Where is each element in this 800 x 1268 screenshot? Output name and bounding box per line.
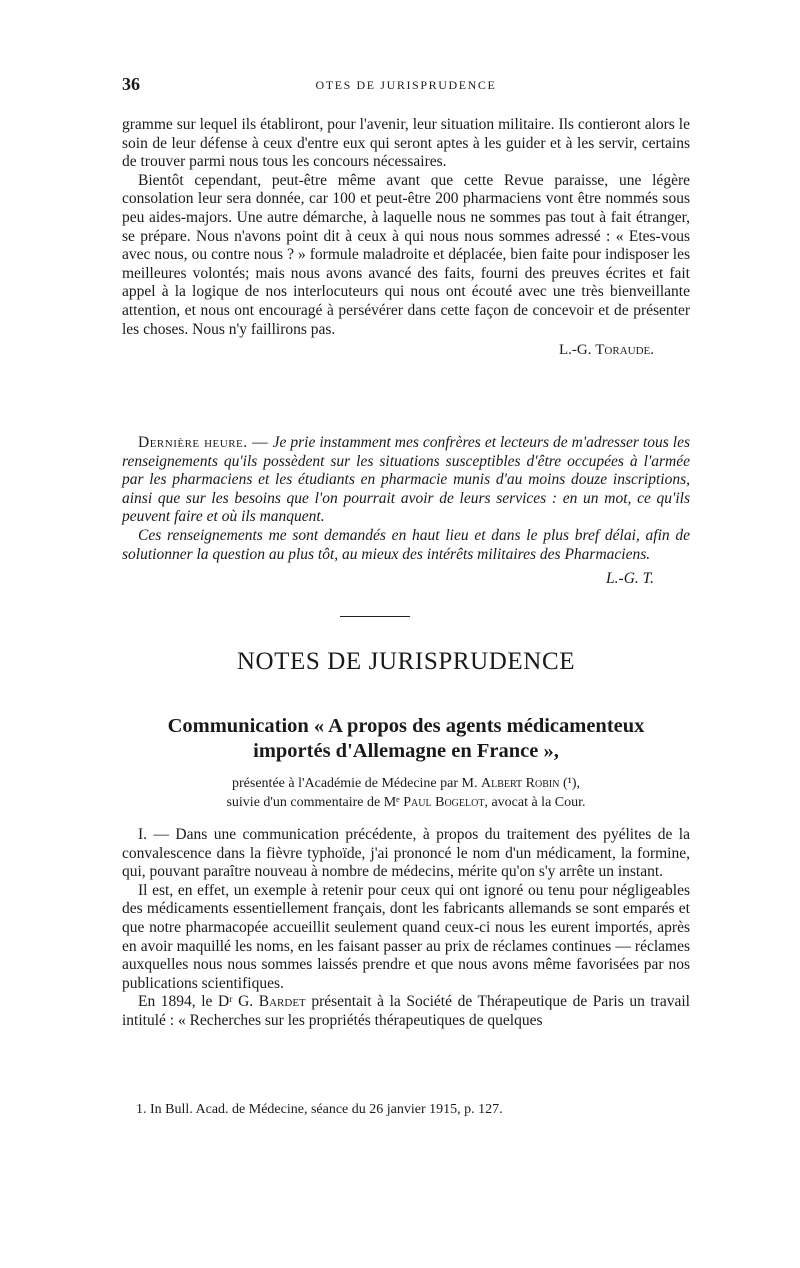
- last-hour-signature: L.-G. T.: [606, 570, 654, 588]
- last-hour-paragraph-2: Ces renseignements me sont demandés en haut lieu et dans le plus bref délai, afin de solutionner la question au plus tôt, au mieux des intérêts militaires des Pharmaciens.: [122, 526, 690, 563]
- running-title: OTES DE JURISPRUDENCE: [315, 78, 497, 92]
- article-title: [122, 714, 690, 764]
- last-hour-note: [122, 434, 690, 589]
- article-paragraph-3: En 1894, le Dʳ G. Bardet présentait à la Société de Thérapeutique de Paris un travail intitulé : « Recherches sur les propriétés thérapeutiques de quelques: [122, 993, 690, 1029]
- intro-paragraph-2: Bientôt cependant, peut-être même avant que cette Revue paraisse, une légère consolation leur sera donnée, car 100 et peut-être 200 pharmaciens vont être nommés sous peu aides-majors. Une autre démarche, à laquelle nous ne sommes pas tout à fait étranger, se prépare. Nous n'avons point dit à ceux à qui nous nous sommes adressé : « Etes-vous avec nous, ou contre nous ? » formule maladroite et déplacée, bien faite pour indisposer les meilleures volontés; mais nous avons avancé des faits, fourni des preuves écrites et fait appel à la logique de nos interlocuteurs qui nous ont écouté avec une très bienveillante attention, et nous ont encouragé à persévérer dans cette façon de concevoir et de présenter les choses. Nous n'y faillirons pas.: [122, 171, 690, 338]
- author-name: Albert Robin: [480, 776, 560, 791]
- section-title: NOTES DE JURISPRUDENCE: [236, 648, 576, 675]
- byline-presenter: présentée à l'Académie de Médecine par M. Albert Robin (¹),: [232, 776, 580, 791]
- last-hour-paragraph-1: Dernière heure. — Je prie instamment mes confrères et lecteurs de m'adresser tous les renseignements qu'ils possèdent sur les situations susceptibles d'être occupées à l'armée par les pharmaciens et les étudiants en pharmacie munis d'au moins douze inscriptions, ainsi que sur les besoins que l'on pourrait avoir de leurs services : en un mot, ce qu'ils peuvent faire et où ils manquent.: [122, 434, 690, 526]
- footnote-ref: (¹),: [559, 776, 580, 791]
- intro-section: [122, 116, 690, 360]
- article-title-line-1: Communication « A propos des agents médicamenteux: [167, 715, 645, 737]
- article-body: [122, 826, 690, 1031]
- article-paragraph-2: Il est, en effet, un exemple à retenir pour ceux qui ont ignoré ou tenu pour négligeables des médicaments essentiellement français, dont les fabricants allemands se sont emparés et que notre pharmacopée accueillit seulement quand ceux-ci nous les eurent importés, après en avoir maquillé les noms, en les faisant passer au prix de réclames continues — réclames auxquelles nous nous sommes laissés prendre et que nous avons même favorisées par nos publications scientifiques.: [122, 881, 690, 992]
- intro-paragraph-1: gramme sur lequel ils établiront, pour l'avenir, leur situation militaire. Ils contieront alors le soin de leur défense à ceux d'entre eux qui seront aptes à les guider et à les servir, certains de trouver parmi nous tous les concours nécessaires.: [122, 116, 690, 171]
- running-head: [122, 74, 690, 96]
- section-divider: [340, 616, 410, 617]
- byline-commentator: suivie d'un commentaire de Mᵉ Paul Bogelot, avocat à la Cour.: [226, 795, 586, 810]
- cited-author: Bardet: [258, 993, 306, 1011]
- footnote: 1. In Bull. Acad. de Médecine, séance du 26 janvier 1915, p. 127.: [136, 1102, 503, 1117]
- intro-signature: L.-G. Toraude.: [559, 342, 654, 359]
- article-title-line-2: importés d'Allemagne en France »,: [253, 740, 559, 762]
- last-hour-lead: Dernière heure. —: [138, 434, 273, 451]
- article-paragraph-1: I. — Dans une communication précédente, à propos du traitement des pyélites de la convalescence dans la fièvre typhoïde, j'ai prononcé le nom d'un médicament, la formine, qui, pouvant paraître nouveau à nombre de médecins, mérite qu'on s'y arrête un instant.: [122, 826, 690, 881]
- article-byline: [122, 774, 690, 812]
- commentator-name: Paul Bogelot: [403, 795, 485, 810]
- page-number: 36: [122, 74, 140, 94]
